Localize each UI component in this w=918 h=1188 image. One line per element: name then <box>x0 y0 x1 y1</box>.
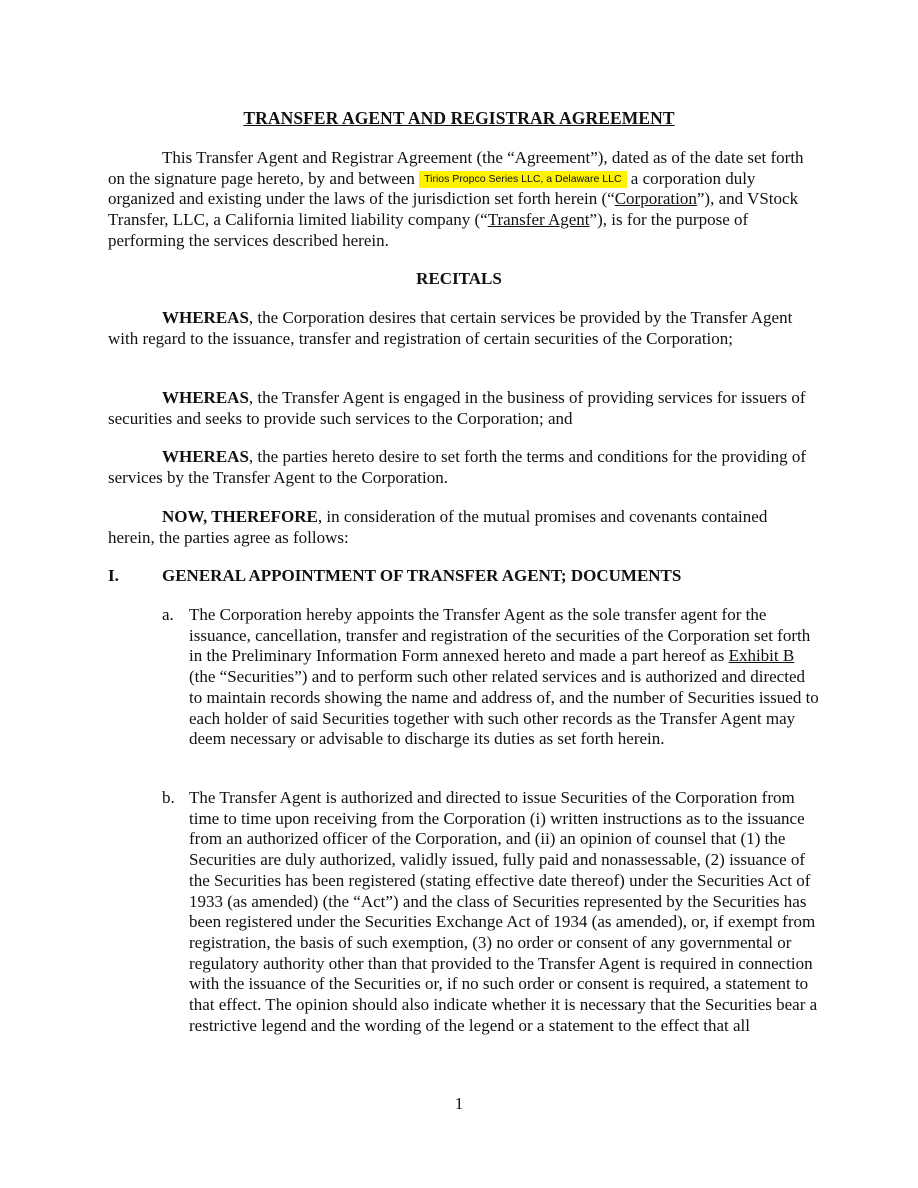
now-therefore-text: , in consideration of the mutual promises and covenants contained herein, the parties agree as follows: <box>108 507 768 547</box>
intro-part2: a corporation duly organized and existing under the laws of the jurisdiction set forth herein (“ <box>108 168 756 209</box>
highlighted-party-name: Tirios Propco Series LLC, a Delaware LLC <box>419 171 626 188</box>
whereas-text: , the Corporation desires that certain services be provided by the Transfer Agent with regard to the issuance, transfer and registration of certain securities of the Corporation; <box>108 308 793 348</box>
section-title: GENERAL APPOINTMENT OF TRANSFER AGENT; DOCUMENTS <box>162 566 682 585</box>
section-heading <box>108 566 848 586</box>
intro-part4: ”), is for the purpose of performing the services described herein. <box>108 210 749 250</box>
now-therefore-paragraph <box>108 507 808 548</box>
item-text: (the “Securities”) and to perform such other related services and is authorized and directed to maintain records showing the name and address of, and the number of Securities issued to each holder of said Securities together with such other records as the Transfer Agent may deem necessary or advisable to discharge its duties as set forth herein. <box>189 667 819 749</box>
intro-paragraph <box>108 148 808 252</box>
item-label: b. <box>162 788 175 807</box>
whereas-text: , the Transfer Agent is engaged in the business of providing services for issuers of securities and seeks to provide such services to the Corporation; and <box>108 388 806 428</box>
corporation-defined-term: Corporation <box>614 189 697 209</box>
item-label: a. <box>162 605 174 624</box>
intro-part1: This Transfer Agent and Registrar Agreement (the “Agreement”), dated as of the date set forth on the signature page hereto, by and between <box>108 148 804 188</box>
intro-part3: ”), and VStock Transfer, LLC, a California limited liability company (“ <box>108 189 799 230</box>
item-text: The Transfer Agent is authorized and directed to issue Securities of the Corporation from time to time upon receiving from the Corporation (i) written instructions as to the issuance from an authorized officer of the Corporation, and (ii) an opinion of counsel that (1) the Securities are duly authorized, validly issued, fully paid and nonassessable, (2) issuance of the Securities has been registered (stating effective date thereof) under the Securities Act of 1933 (as amended) (the “Act”) and the class of Securities represented by the Securities has been registered under the Securities Exchange Act of 1934 (as amended), or, if exempt from registration, the basis of such exemption, (3) no order or consent of any governmental or regulatory authority other than that provided to the Transfer Agent is required in connection with the issuance of the Securities or, if no such order or consent is required, a statement to that effect. The opinion should also indicate whether it is necessary that the Securities bear a restrictive legend and the wording of the legend or a statement to the effect that all <box>189 788 818 1035</box>
whereas-lead: WHEREAS <box>162 447 249 466</box>
recitals-heading: RECITALS <box>416 269 502 288</box>
document-title: TRANSFER AGENT AND REGISTRAR AGREEMENT <box>243 108 675 128</box>
whereas-paragraph <box>108 308 808 349</box>
exhibit-b-reference: Exhibit B <box>728 646 795 666</box>
whereas-paragraph <box>108 388 808 429</box>
list-item <box>162 605 822 750</box>
now-therefore-lead: NOW, THEREFORE <box>162 507 318 526</box>
whereas-paragraph <box>108 447 808 488</box>
whereas-text: , the parties hereto desire to set forth the terms and conditions for the providing of services by the Transfer Agent to the Corporation. <box>108 447 806 487</box>
transfer-agent-defined-term: Transfer Agent <box>487 210 590 230</box>
list-item <box>162 788 822 1036</box>
section-number: I. <box>108 566 119 585</box>
whereas-lead: WHEREAS <box>162 388 249 407</box>
item-text: The Corporation hereby appoints the Transfer Agent as the sole transfer agent for the issuance, cancellation, transfer and registration of the securities of the Corporation set forth in the Preliminary Information Form annexed hereto and made a part hereof as <box>189 605 811 666</box>
whereas-lead: WHEREAS <box>162 308 249 327</box>
page-number: 1 <box>454 1094 464 1113</box>
